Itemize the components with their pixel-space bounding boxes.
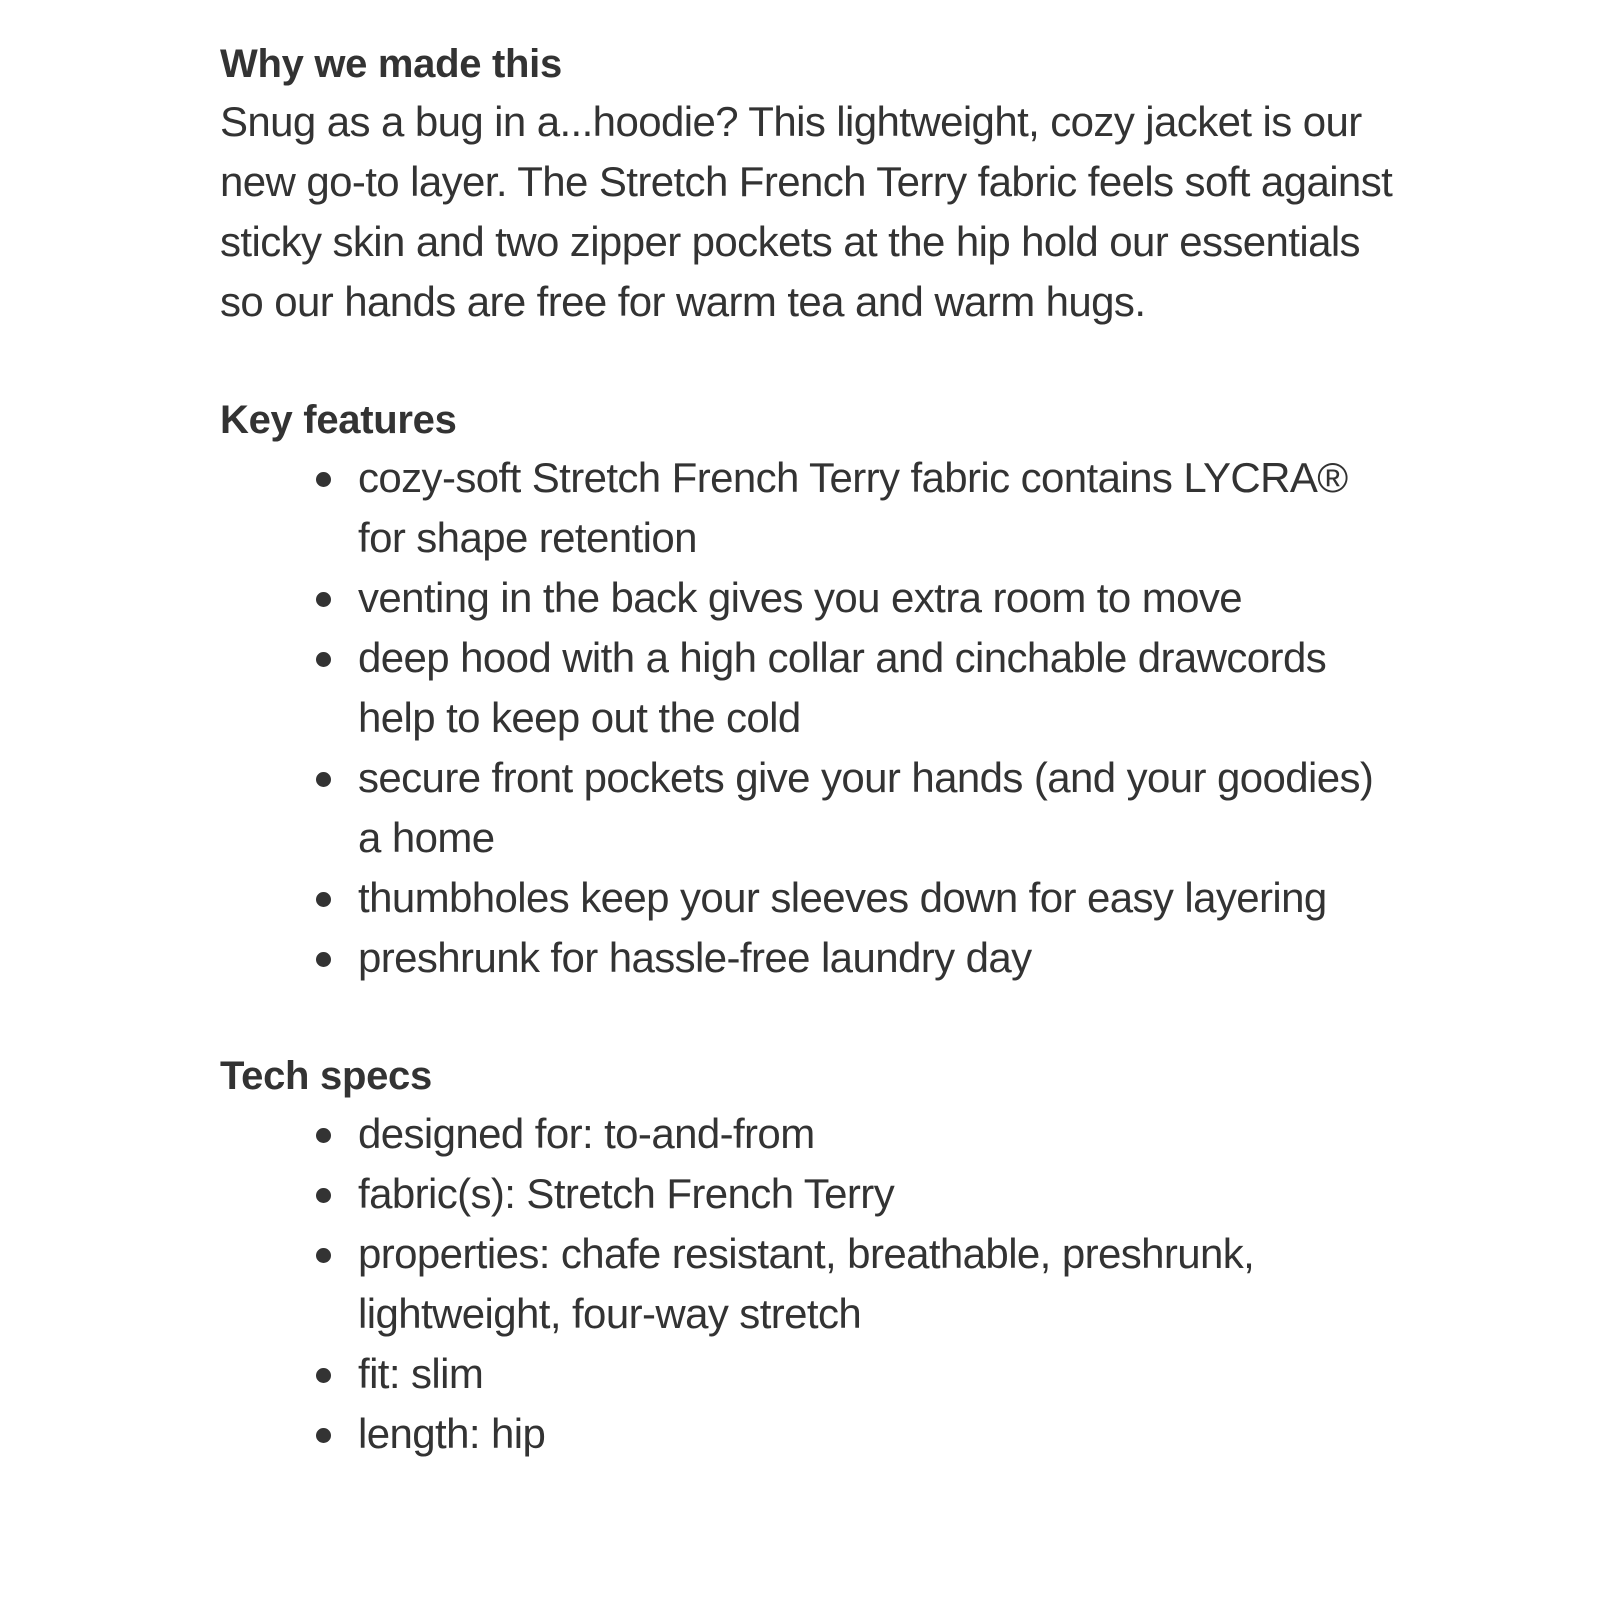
bullet-icon [316, 892, 331, 907]
list-item-text: fabric(s): Stretch French Terry [358, 1170, 895, 1217]
specs-heading: Tech specs [220, 1054, 432, 1098]
why-heading: Why we made this [220, 42, 562, 86]
bullet-icon [316, 952, 331, 967]
list-item [358, 868, 1400, 928]
section-spacer [220, 988, 1400, 1048]
section-spacer [220, 332, 1400, 392]
bullet-icon [316, 772, 331, 787]
bullet-icon [316, 1428, 331, 1443]
list-item-text: venting in the back gives you extra room to move [358, 574, 1243, 621]
list-item [358, 448, 1400, 568]
bullet-icon [316, 1368, 331, 1383]
list-item-text: cozy-soft Stretch French Terry fabric contains LYCRA® for shape retention [358, 454, 1348, 561]
list-item [358, 1404, 1400, 1464]
specs-list [220, 1104, 1400, 1464]
bullet-icon [316, 652, 331, 667]
features-heading: Key features [220, 398, 457, 442]
list-item [358, 568, 1400, 628]
bullet-icon [316, 592, 331, 607]
product-description [220, 36, 1400, 1464]
list-item [358, 748, 1400, 868]
list-item [358, 1224, 1400, 1344]
list-item [358, 1164, 1400, 1224]
list-item-text: fit: slim [358, 1350, 484, 1397]
why-body: Snug as a bug in a...hoodie? This lightweight, cozy jacket is our new go-to layer. The Stretch French Terry fabric feels soft against sticky skin and two zipper pockets at the hip hold our essentials so our hands are free for warm tea and warm hugs. [220, 98, 1393, 325]
list-item-text: designed for: to-and-from [358, 1110, 815, 1157]
list-item [358, 1104, 1400, 1164]
list-item-text: secure front pockets give your hands (and your goodies) a home [358, 754, 1374, 861]
features-list [220, 448, 1400, 988]
bullet-icon [316, 1188, 331, 1203]
bullet-icon [316, 1128, 331, 1143]
list-item-text: deep hood with a high collar and cinchable drawcords help to keep out the cold [358, 634, 1327, 741]
bullet-icon [316, 1248, 331, 1263]
list-item-text: thumbholes keep your sleeves down for easy layering [358, 874, 1327, 921]
list-item-text: length: hip [358, 1410, 546, 1457]
bullet-icon [316, 472, 331, 487]
list-item [358, 928, 1400, 988]
list-item [358, 628, 1400, 748]
list-item-text: preshrunk for hassle-free laundry day [358, 934, 1032, 981]
list-item-text: properties: chafe resistant, breathable, preshrunk, lightweight, four-way stretch [358, 1230, 1255, 1337]
list-item [358, 1344, 1400, 1404]
